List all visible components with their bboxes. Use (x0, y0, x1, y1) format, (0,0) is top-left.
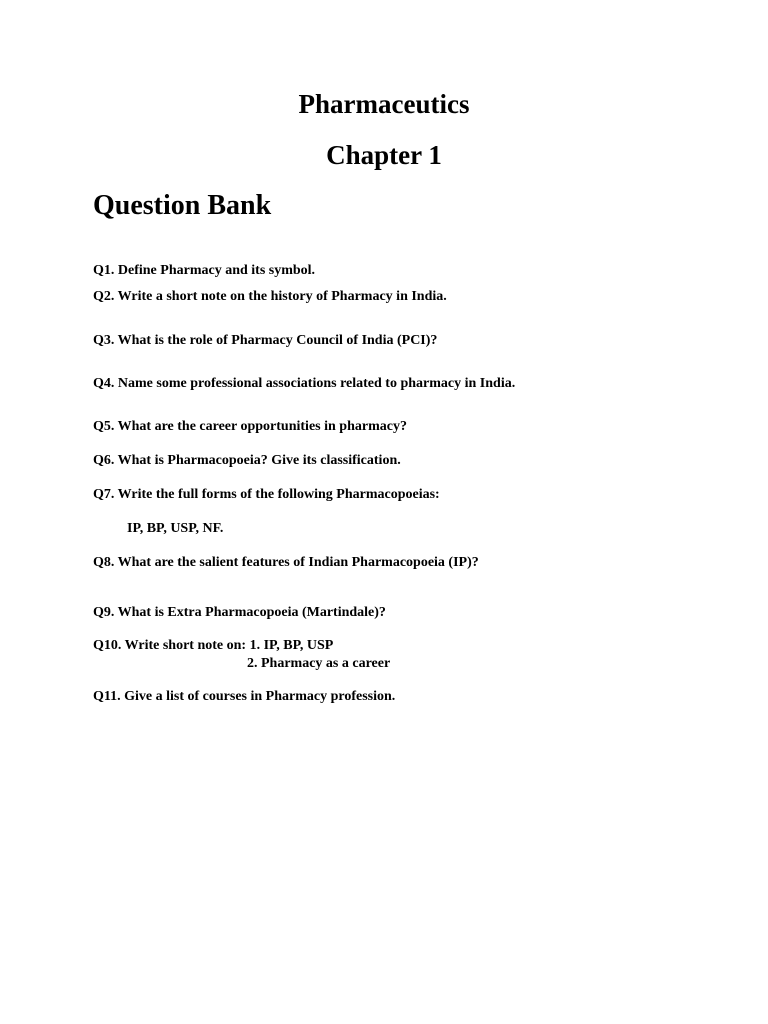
chapter-title: Chapter 1 (326, 140, 442, 170)
document-title: Pharmaceutics (298, 89, 470, 119)
question-10: Q10. Write short note on: 1. IP, BP, USP (93, 638, 334, 653)
question-7: Q7. Write the full forms of the following Pharmacopoeias: (93, 487, 440, 502)
question-5: Q5. What are the career opportunities in pharmacy? (93, 419, 407, 434)
question-6: Q6. What is Pharmacopoeia? Give its classification. (93, 453, 401, 468)
question-7-items: IP, BP, USP, NF. (127, 521, 224, 536)
question-9: Q9. What is Extra Pharmacopoeia (Martindale)? (93, 605, 386, 620)
question-4: Q4. Name some professional associations related to pharmacy in India. (93, 376, 516, 391)
question-1: Q1. Define Pharmacy and its symbol. (93, 263, 316, 278)
section-heading: Question Bank (93, 190, 272, 221)
question-2: Q2. Write a short note on the history of Pharmacy in India. (93, 289, 447, 304)
question-10-line-2: 2. Pharmacy as a career (247, 656, 391, 671)
question-11: Q11. Give a list of courses in Pharmacy profession. (93, 689, 396, 704)
question-3: Q3. What is the role of Pharmacy Council of India (PCI)? (93, 333, 438, 348)
question-8: Q8. What are the salient features of Indian Pharmacopoeia (IP)? (93, 555, 479, 570)
